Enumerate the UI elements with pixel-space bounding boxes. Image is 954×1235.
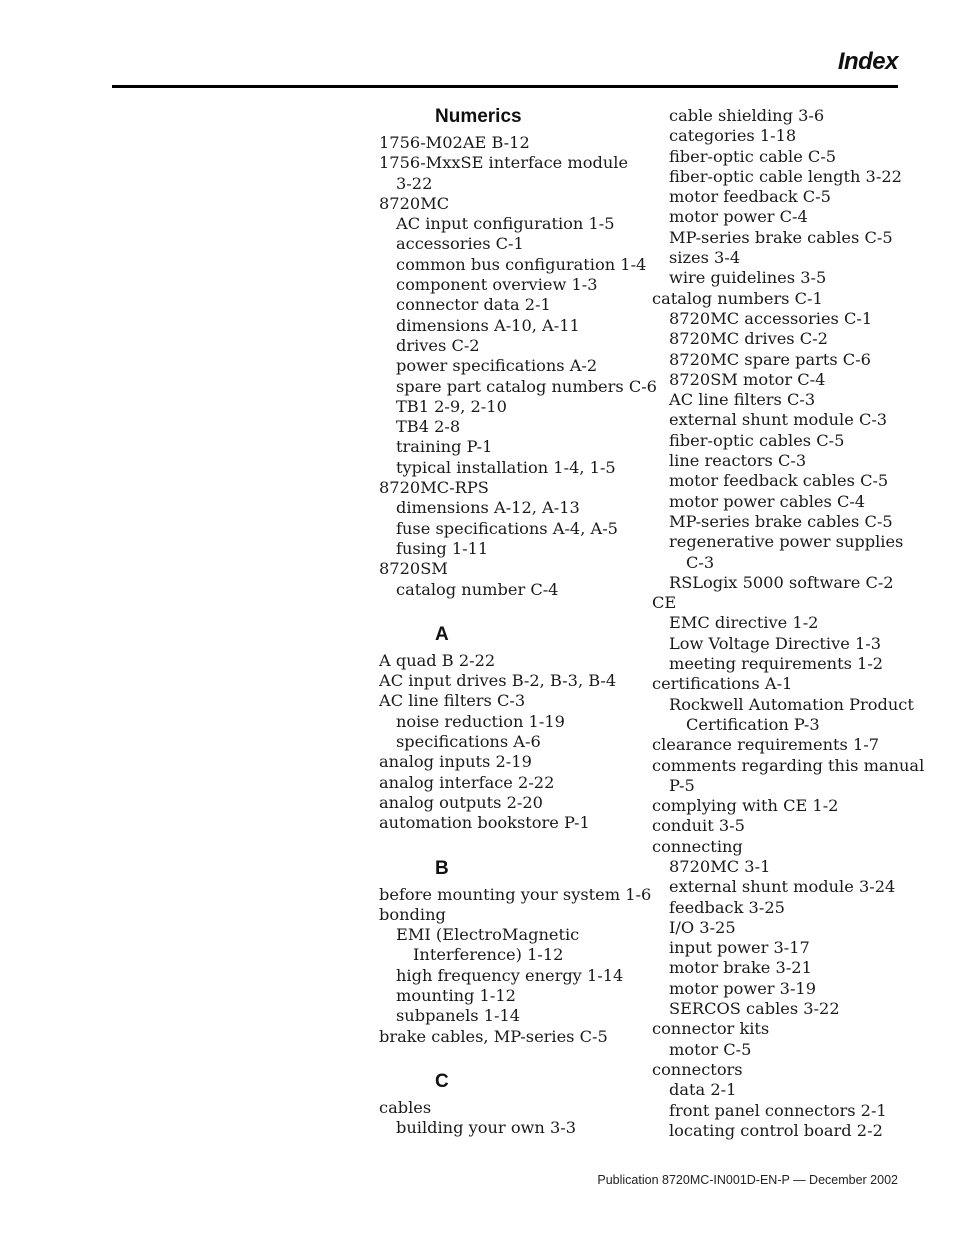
index-entry: automation bookstore P-1 bbox=[379, 813, 590, 833]
index-entry: connector data 2-1 bbox=[396, 295, 551, 315]
index-entry: conduit 3-5 bbox=[652, 816, 745, 836]
index-entry: input power 3-17 bbox=[669, 938, 810, 958]
index-entry: 8720MC accessories C-1 bbox=[669, 308, 873, 328]
index-entry: specifications A-6 bbox=[396, 732, 541, 752]
index-entry: external shunt module 3-24 bbox=[669, 877, 896, 897]
index-entry: MP-series brake cables C-5 bbox=[669, 227, 893, 247]
index-entry: front panel connectors 2-1 bbox=[669, 1100, 887, 1120]
section-heading: B bbox=[435, 857, 449, 879]
index-entry: P-5 bbox=[669, 775, 695, 795]
index-entry: analog outputs 2-20 bbox=[379, 792, 543, 812]
index-entry: cable shielding 3-6 bbox=[669, 106, 825, 125]
index-entry: Interference) 1-12 bbox=[413, 945, 564, 965]
section-gap bbox=[379, 1047, 641, 1071]
index-entry: feedback 3-25 bbox=[669, 897, 785, 917]
index-entry: meeting requirements 1-2 bbox=[669, 654, 884, 674]
index-entry: subpanels 1-14 bbox=[396, 1006, 521, 1026]
index-entry: 8720MC drives C-2 bbox=[669, 329, 828, 349]
index-column-right bbox=[652, 106, 925, 1141]
index-entry: clearance requirements 1-7 bbox=[652, 735, 880, 755]
index-entry: regenerative power supplies bbox=[669, 532, 904, 552]
index-entry: 1756-M02AE B-12 bbox=[379, 133, 530, 152]
index-entry: catalog numbers C-1 bbox=[652, 288, 823, 308]
index-entry: Low Voltage Directive 1-3 bbox=[669, 633, 882, 653]
index-entry: data 2-1 bbox=[669, 1080, 737, 1100]
index-entry: TB4 2-8 bbox=[396, 417, 461, 437]
index-entry: fusing 1-11 bbox=[396, 538, 489, 558]
index-entry: cables bbox=[379, 1097, 432, 1117]
index-entry: MP-series brake cables C-5 bbox=[669, 511, 893, 531]
index-entry: dimensions A-12, A-13 bbox=[396, 498, 580, 518]
index-entry: external shunt module C-3 bbox=[669, 410, 888, 430]
index-entry: sizes 3-4 bbox=[669, 248, 741, 268]
index-entry: motor feedback cables C-5 bbox=[669, 471, 889, 491]
index-entry: A quad B 2-22 bbox=[379, 650, 496, 670]
index-entry: 8720SM bbox=[379, 559, 448, 579]
index-entry: motor feedback C-5 bbox=[669, 187, 831, 207]
index-entry: catalog number C-4 bbox=[396, 579, 559, 599]
index-entry: spare part catalog numbers C-6 bbox=[396, 376, 657, 396]
page-title: Index bbox=[837, 48, 898, 75]
index-entry: TB1 2-9, 2-10 bbox=[396, 396, 507, 416]
index-entry: 8720MC spare parts C-6 bbox=[669, 349, 871, 369]
index-entry: accessories C-1 bbox=[396, 234, 524, 254]
index-entry: connector kits bbox=[652, 1019, 770, 1039]
index-entry: SERCOS cables 3-22 bbox=[669, 999, 840, 1019]
index-entry: EMC directive 1-2 bbox=[669, 613, 819, 633]
index-entry: fiber-optic cable length 3-22 bbox=[669, 166, 902, 186]
index-entry: motor brake 3-21 bbox=[669, 958, 812, 978]
index-entry: I/O 3-25 bbox=[669, 917, 736, 937]
index-entry: EMI (ElectroMagnetic bbox=[396, 925, 580, 945]
index-entry: building your own 3-3 bbox=[396, 1118, 577, 1138]
header-rule bbox=[112, 85, 898, 88]
index-entry: connectors bbox=[652, 1059, 743, 1079]
index-entry: connecting bbox=[652, 836, 743, 856]
index-entry: before mounting your system 1-6 bbox=[379, 884, 652, 904]
index-entry: 8720MC bbox=[379, 193, 450, 213]
index-entry: fiber-optic cables C-5 bbox=[669, 430, 845, 450]
index-entry: motor power cables C-4 bbox=[669, 491, 866, 511]
index-entry: complying with CE 1-2 bbox=[652, 796, 839, 816]
index-entry: component overview 1-3 bbox=[396, 275, 598, 295]
index-entry: CE bbox=[652, 593, 677, 613]
index-entry: analog inputs 2-19 bbox=[379, 752, 532, 772]
index-entry: AC line filters C-3 bbox=[379, 691, 526, 711]
index-entry: typical installation 1-4, 1-5 bbox=[396, 457, 616, 477]
index-entry: certifications A-1 bbox=[652, 674, 793, 694]
index-entry: bonding bbox=[379, 904, 446, 924]
index-entry: 8720MC 3-1 bbox=[669, 856, 771, 876]
section-heading: C bbox=[435, 1070, 449, 1092]
index-column-left bbox=[379, 106, 657, 1138]
index-entry: fiber-optic cable C-5 bbox=[669, 146, 837, 166]
index-entry: high frequency energy 1-14 bbox=[396, 965, 624, 985]
section-heading: A bbox=[435, 623, 449, 645]
index-entry: AC input configuration 1-5 bbox=[396, 214, 615, 234]
index-entry: noise reduction 1-19 bbox=[396, 711, 565, 731]
index-entry: wire guidelines 3-5 bbox=[669, 268, 827, 288]
index-entry: 8720MC-RPS bbox=[379, 478, 489, 498]
index-entry: AC line filters C-3 bbox=[669, 390, 816, 410]
index-entry: training P-1 bbox=[396, 437, 493, 457]
index-entry: RSLogix 5000 software C-2 bbox=[669, 572, 894, 592]
index-entry: locating control board 2-2 bbox=[669, 1120, 883, 1140]
index-entry: comments regarding this manual bbox=[652, 755, 925, 775]
index-entry: motor power C-4 bbox=[669, 207, 808, 227]
index-entry: Certification P-3 bbox=[686, 714, 820, 734]
section-gap bbox=[379, 834, 641, 858]
index-entry: 3-22 bbox=[396, 173, 433, 193]
section-gap bbox=[379, 600, 641, 624]
index-entry: drives C-2 bbox=[396, 335, 480, 355]
section-heading: Numerics bbox=[435, 106, 522, 127]
index-entry: AC input drives B-2, B-3, B-4 bbox=[379, 671, 617, 691]
publication-footer: Publication 8720MC-IN001D-EN-P — December 2002 bbox=[597, 1173, 898, 1187]
index-entry: 8720SM motor C-4 bbox=[669, 369, 826, 389]
index-entry: motor C-5 bbox=[669, 1039, 752, 1059]
index-entry: analog interface 2-22 bbox=[379, 772, 555, 792]
index-entry: brake cables, MP-series C-5 bbox=[379, 1026, 608, 1046]
index-entry: fuse specifications A-4, A-5 bbox=[396, 518, 618, 538]
index-entry: motor power 3-19 bbox=[669, 978, 817, 998]
index-entry: common bus configuration 1-4 bbox=[396, 254, 647, 274]
index-entry: power specifications A-2 bbox=[396, 356, 598, 376]
index-entry: categories 1-18 bbox=[669, 126, 797, 146]
index-entry: C-3 bbox=[686, 552, 715, 572]
index-entry: mounting 1-12 bbox=[396, 985, 516, 1005]
index-entry: Rockwell Automation Product bbox=[669, 694, 914, 714]
index-entry: line reactors C-3 bbox=[669, 451, 807, 471]
index-entry: 1756-MxxSE interface module bbox=[379, 153, 629, 173]
index-entry: dimensions A-10, A-11 bbox=[396, 315, 580, 335]
